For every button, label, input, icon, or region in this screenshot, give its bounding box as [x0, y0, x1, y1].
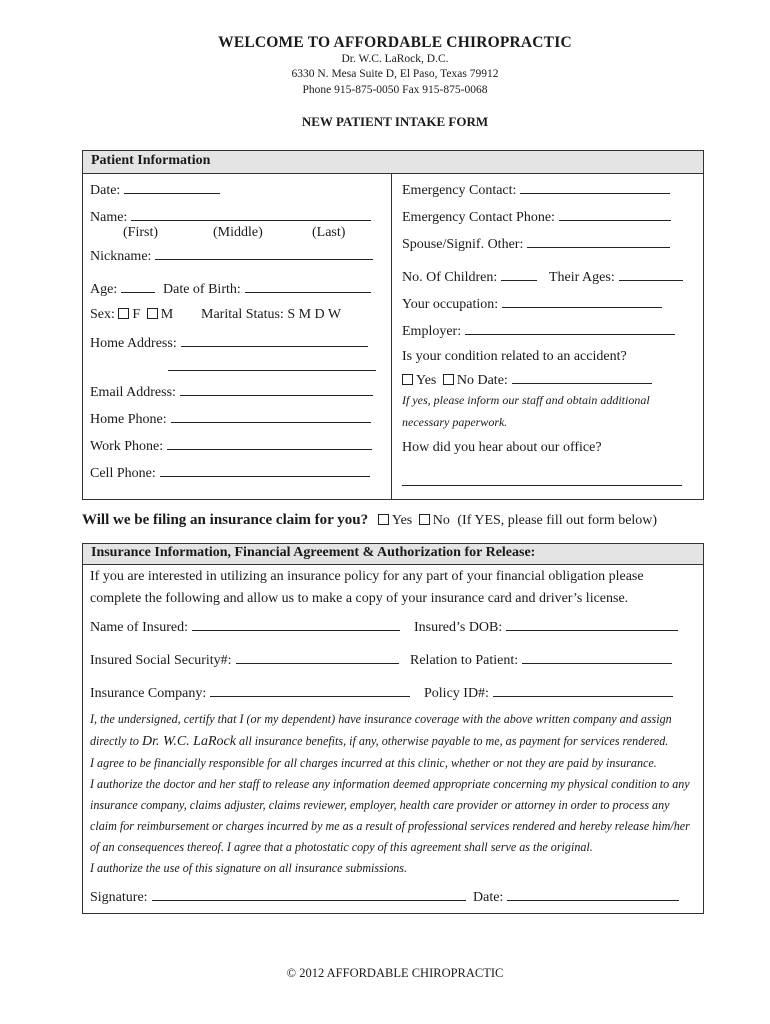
insurance-intro-line-2: complete the following and allow us to make a copy of your insurance card and driver’s license. — [90, 591, 629, 606]
legal-line-4: I authorize the doctor and her staff to release any information deemed appropriate concerning my physical condition to any — [90, 777, 690, 791]
sex-label: Sex: — [90, 307, 115, 322]
children-ages-label: Their Ages: — [549, 270, 615, 285]
patient-info-header — [83, 151, 703, 174]
accident-yes-label: Yes — [416, 373, 437, 388]
claim-yes-checkbox[interactable] — [378, 514, 389, 525]
work-phone-label: Work Phone: — [90, 439, 164, 454]
policy-id-field[interactable] — [424, 684, 673, 702]
emergency-contact-field[interactable] — [402, 181, 670, 199]
nickname-label: Nickname: — [90, 249, 152, 264]
home-phone-label: Home Phone: — [90, 412, 167, 427]
children-label: No. Of Children: — [402, 270, 498, 285]
form-title: NEW PATIENT INTAKE FORM — [301, 114, 489, 129]
referral-input[interactable] — [402, 485, 682, 486]
dob-label: Date of Birth: — [163, 282, 241, 297]
children-ages-field[interactable] — [549, 268, 683, 286]
claim-no-checkbox[interactable] — [419, 514, 430, 525]
insurance-company-field[interactable] — [90, 684, 410, 702]
nickname-field[interactable] — [90, 247, 373, 265]
signature-date-label: Date: — [473, 890, 504, 905]
name-first-caption: (First) — [123, 225, 158, 240]
date-label: Date: — [90, 183, 121, 198]
legal-line-1: I, the undersigned, certify that I (or my dependent) have insurance coverage with the above written company and assign — [90, 712, 672, 726]
insurance-intro-line-1: If you are interested in utilizing an insurance policy for any part of your financial obligation please — [90, 569, 644, 584]
insured-name-field[interactable] — [90, 618, 400, 636]
work-phone-field[interactable] — [90, 437, 372, 455]
signature-date-field[interactable] — [473, 888, 679, 906]
clinic-phone: Phone 915-875-0050 Fax 915-875-0068 — [302, 84, 488, 96]
accident-yes-checkbox[interactable] — [402, 374, 413, 385]
accident-answer — [402, 371, 652, 389]
claim-question-text: Will we be filing an insurance claim for you? — [82, 512, 369, 528]
home-address-label: Home Address: — [90, 336, 177, 351]
patient-info-title: Patient Information — [91, 153, 211, 168]
insured-name-label: Name of Insured: — [90, 620, 188, 635]
occupation-label: Your occupation: — [402, 297, 499, 312]
legal-line-2-end: all insurance benefits, if any, otherwise payable to me, as payment for services rendered. — [235, 734, 669, 748]
age-label: Age: — [90, 282, 118, 297]
legal-doctor-name: Dr. W.C. LaRock — [141, 734, 236, 749]
accident-note-line-1: If yes, please inform our staff and obtain additional — [402, 393, 650, 407]
legal-line-6: claim for reimbursement or charges incurred by me as a result of professional services rendered and hereby release him/her — [90, 819, 690, 833]
insurance-header — [83, 544, 703, 565]
legal-line-2-start: directly to — [90, 734, 142, 748]
insured-dob-field[interactable] — [414, 618, 678, 636]
marital-status-field[interactable]: Marital Status: S M D W — [201, 307, 342, 322]
insurance-claim-question — [82, 512, 722, 529]
sex-field — [90, 307, 173, 323]
sex-m-label: M — [160, 307, 174, 322]
legal-line-2 — [90, 734, 668, 750]
legal-line-3: I agree to be financially responsible for all charges incurred at this clinic, whether or not they are paid by insurance. — [90, 756, 657, 770]
emergency-contact-label: Emergency Contact: — [402, 183, 517, 198]
insured-dob-label: Insured’s DOB: — [414, 620, 503, 635]
relation-field[interactable] — [410, 651, 672, 669]
occupation-field[interactable] — [402, 295, 662, 313]
policy-id-label: Policy ID#: — [424, 686, 489, 701]
cell-phone-field[interactable] — [90, 464, 370, 482]
dob-field[interactable] — [163, 280, 371, 298]
claim-no-label: No — [432, 513, 450, 528]
sex-f-checkbox[interactable] — [118, 308, 129, 319]
sex-m-checkbox[interactable] — [147, 308, 158, 319]
home-phone-field[interactable] — [90, 410, 371, 428]
accident-no-date-label: No Date: — [456, 373, 508, 388]
accident-question: Is your condition related to an accident? — [402, 349, 627, 364]
emergency-phone-field[interactable] — [402, 208, 671, 226]
referral-question: How did you hear about our office? — [402, 440, 602, 455]
insurance-title: Insurance Information, Financial Agreement & Authorization for Release: — [91, 545, 536, 560]
date-field[interactable] — [90, 181, 220, 199]
cell-phone-label: Cell Phone: — [90, 466, 156, 481]
spouse-field[interactable] — [402, 235, 670, 253]
email-field[interactable] — [90, 383, 373, 401]
doctor-name: Dr. W.C. LaRock, D.C. — [341, 53, 449, 65]
name-middle-caption: (Middle) — [213, 225, 263, 240]
legal-line-5: insurance company, claims adjuster, claims reviewer, employer, health care provider or attorney in order to process any — [90, 798, 670, 812]
accident-date-input[interactable] — [512, 371, 652, 384]
accident-no-checkbox[interactable] — [443, 374, 454, 385]
relation-label: Relation to Patient: — [410, 653, 519, 668]
signature-field[interactable] — [90, 888, 466, 906]
column-divider — [391, 174, 392, 499]
clinic-title: WELCOME TO AFFORDABLE CHIROPRACTIC — [218, 34, 572, 51]
claim-note: (If YES, please fill out form below) — [457, 513, 658, 528]
accident-note-line-2: necessary paperwork. — [402, 415, 508, 429]
legal-line-8: I authorize the use of this signature on all insurance submissions. — [90, 861, 408, 875]
spouse-label: Spouse/Signif. Other: — [402, 237, 524, 252]
clinic-address: 6330 N. Mesa Suite D, El Paso, Texas 79912 — [291, 68, 499, 80]
name-last-caption: (Last) — [312, 225, 346, 240]
insured-ssn-label: Insured Social Security#: — [90, 653, 232, 668]
name-label: Name: — [90, 210, 128, 225]
home-address-line-2[interactable] — [168, 370, 376, 371]
name-field[interactable] — [90, 208, 371, 226]
signature-label: Signature: — [90, 890, 148, 905]
insurance-company-label: Insurance Company: — [90, 686, 207, 701]
emergency-phone-label: Emergency Contact Phone: — [402, 210, 555, 225]
email-label: Email Address: — [90, 385, 176, 400]
insured-ssn-field[interactable] — [90, 651, 399, 669]
employer-field[interactable] — [402, 322, 675, 340]
claim-yes-label: Yes — [391, 513, 413, 528]
children-field[interactable] — [402, 268, 537, 286]
footer-copyright: © 2012 AFFORDABLE CHIROPRACTIC — [286, 966, 504, 980]
home-address-field[interactable] — [90, 334, 368, 352]
legal-line-7: of an consequences thereof. I agree that a photostatic copy of this agreement shall serve as the original. — [90, 840, 593, 854]
age-field[interactable] — [90, 280, 155, 298]
sex-f-label: F — [132, 307, 141, 322]
employer-label: Employer: — [402, 324, 462, 339]
